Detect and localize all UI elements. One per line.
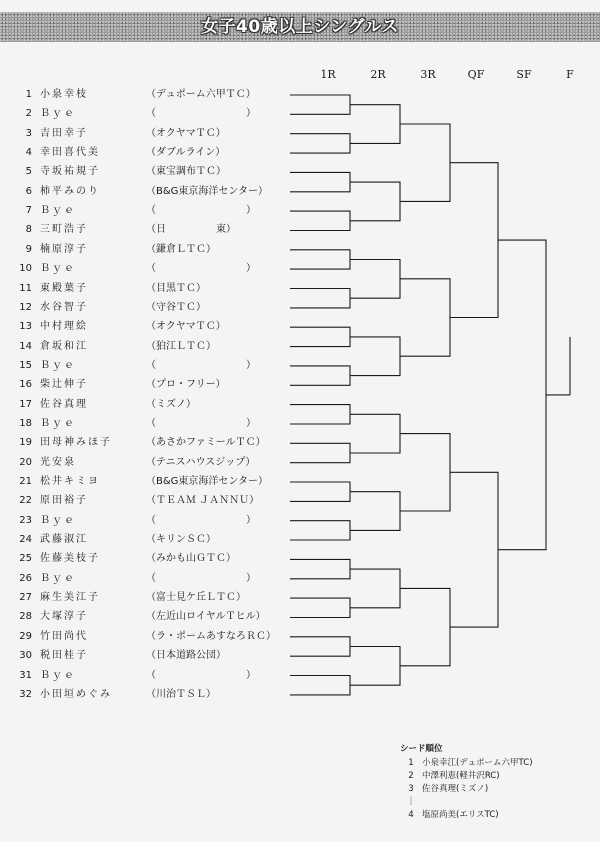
player-name: 竹田尚代 [40, 630, 88, 642]
player-club: （ ） [146, 359, 256, 371]
seed-player: 中澤利恵(軽井沢RC) [422, 771, 500, 781]
bracket-match-line [338, 482, 388, 501]
seed-list [400, 742, 590, 822]
player-name: Ｂｙｅ [40, 572, 76, 584]
seed-player: 小泉幸江(デュポーム六甲TC) [422, 758, 533, 768]
player-number: 31 [19, 669, 32, 681]
player-number: 18 [19, 417, 32, 429]
player-club: （狛江ＬＴＣ） [146, 340, 216, 352]
bracket-match-line [338, 405, 388, 424]
player-name: 三町浩子 [40, 224, 88, 236]
bracket-match-line [338, 172, 388, 191]
player-number: 20 [19, 456, 32, 468]
bracket-match-line [486, 163, 534, 318]
player-name: 佐谷真理 [40, 398, 88, 410]
player-club: （ ） [146, 108, 256, 120]
bracket-match-line [338, 134, 388, 153]
player-club: （デュポーム六甲ＴＣ） [146, 89, 256, 100]
player-number: 8 [25, 224, 32, 236]
player-club: （オクヤマＴＣ） [146, 321, 226, 333]
player-name: 武藤淑江 [40, 534, 88, 546]
bracket-match-line [438, 434, 486, 511]
player-number: 10 [19, 263, 32, 275]
player-name: 佐藤美枝子 [40, 553, 100, 565]
player-name: 麻生美江子 [40, 592, 100, 604]
bracket-match-line [338, 289, 388, 308]
player-number: 5 [25, 166, 32, 178]
round-label-sf: SF [516, 68, 532, 81]
player-number: 7 [25, 205, 32, 217]
bracket-match-line [486, 472, 534, 627]
player-club: （ラ・ポームあすなろＲＣ） [146, 630, 276, 642]
player-club: （キリンＳＣ） [146, 534, 216, 546]
player-number: 6 [25, 185, 32, 197]
player-club: （川治ＴＳＬ） [146, 688, 216, 700]
seed-rank: 4 [408, 810, 414, 820]
player-club: （プロ・フリー） [146, 379, 226, 391]
bracket-match-line [338, 521, 388, 540]
player-name: 倉坂和江 [40, 340, 88, 352]
player-name: Ｂｙｅ [40, 417, 76, 429]
player-club: （守谷ＴＣ） [146, 301, 206, 313]
player-club: （ミズノ） [146, 398, 196, 410]
player-name: Ｂｙｅ [40, 108, 76, 120]
player-number: 14 [19, 340, 32, 352]
player-club: （あさかファミールＴＣ） [146, 437, 266, 449]
player-club: （B&G東京海洋センター） [146, 476, 269, 487]
player-name: Ｂｙｅ [40, 205, 76, 217]
player-number: 17 [19, 398, 32, 410]
seed-rank: 3 [408, 784, 414, 794]
bracket-match-line [534, 240, 570, 550]
player-club: （ ） [146, 669, 256, 681]
player-club: （鎌倉ＬＴＣ） [146, 243, 216, 255]
seed-entry [400, 783, 590, 796]
player-number: 27 [19, 592, 32, 604]
player-number: 12 [19, 301, 32, 313]
player-name: 小田垣めぐみ [40, 688, 112, 700]
seed-entry [400, 796, 590, 809]
round-label-3r: 3R [420, 68, 436, 81]
round-label-qf: QF [467, 68, 485, 81]
player-name: 光安泉 [40, 456, 76, 468]
seed-entry [400, 770, 590, 783]
seed-rank: 2 [408, 771, 414, 781]
player-club: （ ） [146, 572, 256, 584]
player-number: 30 [19, 650, 32, 662]
player-name: 税田桂子 [40, 650, 88, 662]
bracket-match-line [388, 260, 438, 299]
player-number: 29 [19, 630, 32, 642]
bracket-match-line [438, 588, 486, 665]
bracket-match-line [388, 569, 438, 608]
player-club: （オクヤマＴＣ） [146, 127, 226, 139]
player-number: 11 [19, 282, 32, 294]
player-number: 23 [19, 514, 32, 526]
player-name: Ｂｙｅ [40, 669, 76, 681]
bracket-match-line [338, 637, 388, 656]
bracket-match-line [338, 327, 388, 346]
round-label-2r: 2R [370, 68, 386, 81]
player-name: 楠原淳子 [40, 243, 88, 255]
player-number: 24 [19, 534, 32, 546]
player-number: 3 [25, 127, 32, 139]
player-club: （目黒ＴＣ） [146, 282, 206, 294]
bracket-match-line [338, 95, 388, 114]
player-number: 2 [25, 108, 32, 120]
player-name: 柿平みのり [40, 185, 100, 197]
bracket-match-line [388, 492, 438, 531]
bracket-match-line [388, 182, 438, 221]
player-club: （みかも山ＧＴＣ） [146, 553, 236, 565]
player-number: 15 [19, 359, 32, 371]
seed-rank: ｜ [406, 797, 416, 807]
player-club: （東宝調布ＴＣ） [146, 166, 226, 178]
player-number: 4 [25, 147, 32, 159]
bracket-match-line [338, 598, 388, 617]
player-club: （ダブルライン） [146, 147, 226, 159]
player-club: （ ） [146, 514, 256, 526]
bracket-match-line [388, 337, 438, 376]
player-name: Ｂｙｅ [40, 514, 76, 526]
bracket-match-line [338, 443, 388, 462]
player-name: 柴辻伸子 [40, 379, 88, 391]
player-club: （B&G東京海洋センター） [146, 185, 269, 197]
player-number: 26 [19, 572, 32, 584]
player-name: 吉田幸子 [40, 127, 88, 139]
player-club: （ ） [146, 263, 256, 275]
round-label-f: F [566, 68, 574, 81]
bracket-match-line [338, 211, 388, 230]
bracket-match-line [388, 105, 438, 144]
player-number: 28 [19, 611, 32, 623]
player-name: 中村理絵 [40, 321, 88, 333]
bracket-match-line [338, 250, 388, 269]
seed-list-title: シード順位 [400, 744, 443, 754]
player-name: Ｂｙｅ [40, 263, 76, 275]
player-name: 田母神みほ子 [40, 437, 112, 449]
bracket-match-line [338, 559, 388, 578]
player-club: （ＴＥＡＭ ＪＡＮＮＵ） [146, 495, 260, 507]
bracket-match-line [438, 124, 486, 201]
player-number: 9 [25, 243, 32, 255]
player-club: （テニスハウスジップ） [146, 456, 256, 468]
seed-entry [400, 757, 590, 770]
bracket-match-line [338, 676, 388, 695]
seed-entry [400, 809, 590, 822]
player-number: 32 [19, 688, 32, 700]
player-name: 小泉幸枝 [40, 89, 88, 100]
player-name: 東殿葉子 [40, 282, 88, 294]
player-name: 松井キミヨ [40, 476, 100, 487]
bracket-match-line [338, 366, 388, 385]
player-club: （日 東） [146, 224, 236, 236]
seed-player: 佐谷真理(ミズノ) [422, 784, 489, 794]
seed-rank: 1 [408, 758, 414, 768]
bracket-match-line [388, 647, 438, 686]
round-label-1r: 1R [320, 68, 336, 81]
player-name: 大塚淳子 [40, 611, 88, 623]
player-number: 22 [19, 495, 32, 507]
bracket-match-line [438, 279, 486, 356]
player-number: 13 [19, 321, 32, 333]
player-club: （富士見ケ丘ＬＴＣ） [146, 592, 246, 604]
player-name: 原田裕子 [40, 495, 88, 507]
player-name: Ｂｙｅ [40, 359, 76, 371]
seed-player: 塩原尚美(エリスTC) [422, 810, 499, 820]
player-name: 水谷智子 [40, 301, 88, 313]
player-club: （ ） [146, 205, 256, 217]
player-name: 幸田喜代美 [40, 147, 100, 159]
player-name: 寺坂祐規子 [40, 166, 100, 178]
player-club: （左近山ロイヤルＴヒル） [146, 611, 266, 623]
player-number: 19 [19, 437, 32, 449]
player-club: （日本道路公団） [146, 650, 226, 662]
player-number: 1 [25, 89, 32, 100]
player-club: （ ） [146, 417, 256, 429]
page-title: 女子40歳以上シングルス [201, 17, 399, 37]
player-number: 25 [19, 553, 32, 565]
player-number: 21 [19, 476, 32, 487]
bracket-match-line [388, 414, 438, 453]
player-number: 16 [19, 379, 32, 391]
